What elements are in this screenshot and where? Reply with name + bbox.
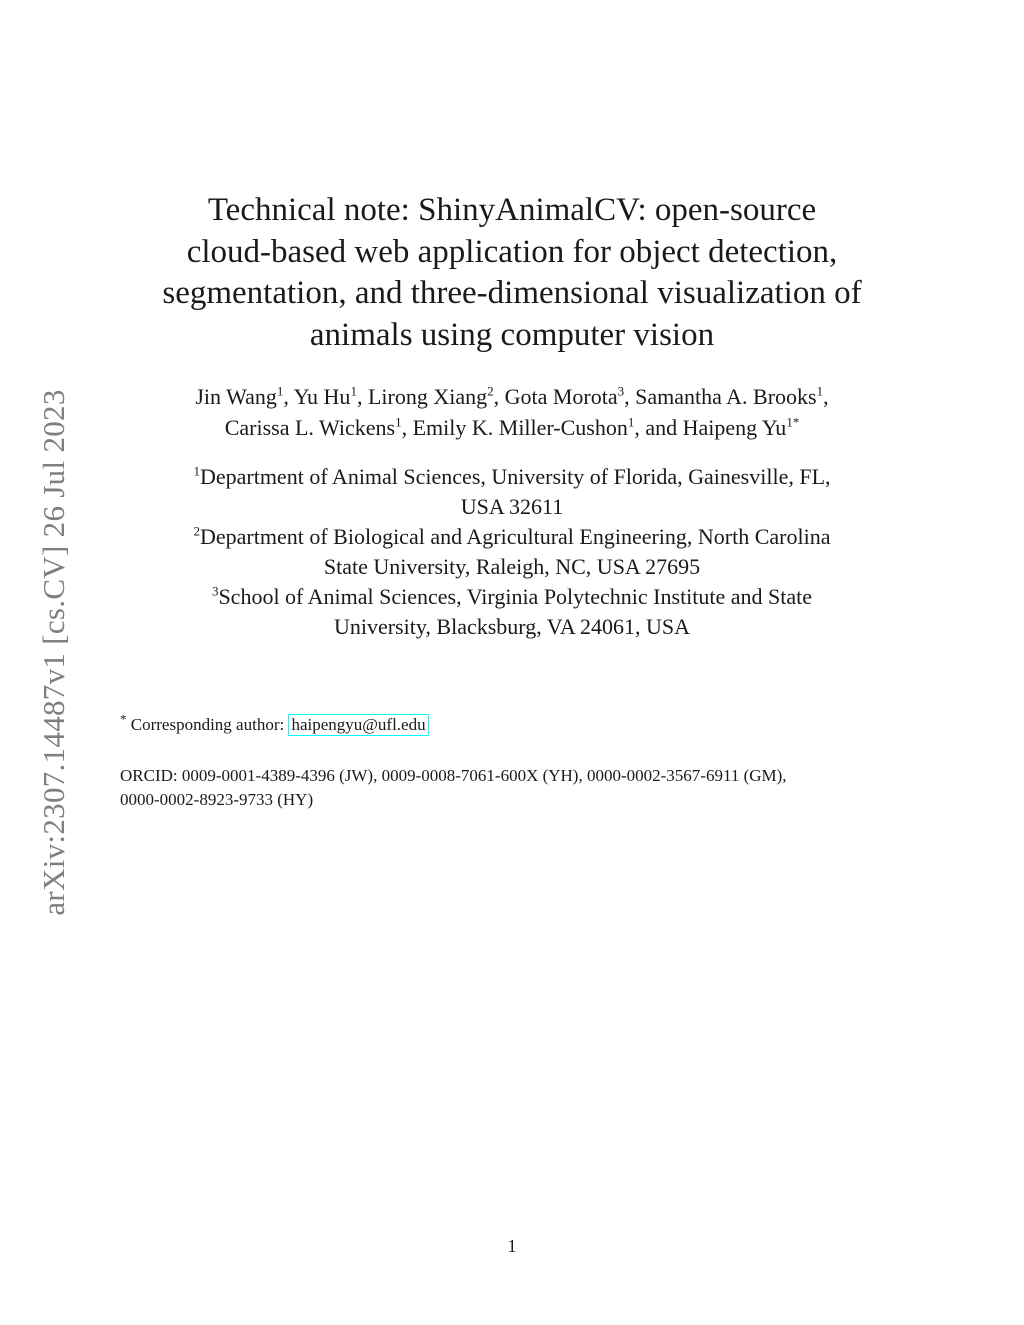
author-separator: , <box>624 384 636 409</box>
affiliation-line <box>112 462 912 492</box>
corresponding-label: Corresponding author: <box>126 715 289 734</box>
affiliation-text: Department of Animal Sciences, University of Florida, Gainesville, FL, <box>199 464 831 489</box>
arxiv-stamp-text: arXiv:2307.14487v1 [cs.CV] 26 Jul 2023 <box>36 389 71 916</box>
title-line: animals using computer vision <box>309 316 715 353</box>
affiliation-text: Department of Biological and Agricultural Engineering, North Carolina <box>200 524 831 549</box>
affiliation-line: USA 32611 <box>460 494 564 519</box>
title-line: segmentation, and three-dimensional visualization of <box>162 275 862 311</box>
author-affiliation-marker: 1 <box>816 383 824 399</box>
author-separator: , <box>283 384 294 409</box>
author-affiliation-marker: 2 <box>487 383 494 399</box>
title-line: Technical note: ShinyAnimalCV: open-source <box>207 192 817 228</box>
author-name: Haipeng Yu <box>682 415 787 440</box>
orcid-line: 0000-0002-8923-9733 (HY) <box>120 790 314 809</box>
title-line: cloud-based web application for object detection, <box>186 233 838 270</box>
affiliation-text: School of Animal Sciences, Virginia Polytechnic Institute and State <box>218 584 813 609</box>
author-affiliation-marker: 1 <box>395 414 402 430</box>
orcid-line: ORCID: 0009-0001-4389-4396 (JW), 0009-0008-7061-600X (YH), 0000-0002-3567-6911 (GM), <box>120 766 787 785</box>
author-affiliation-marker: 1 <box>276 383 284 399</box>
author-separator: , <box>493 384 505 409</box>
author-name: Yu Hu <box>293 384 351 409</box>
affiliation-line <box>112 522 912 552</box>
author-name: Samantha A. Brooks <box>635 384 817 409</box>
author-list <box>112 381 912 443</box>
author-name: Emily K. Miller-Cushon <box>412 415 628 440</box>
page-number: 1 <box>507 1236 517 1256</box>
corresponding-marker: * <box>120 711 127 727</box>
affiliation-marker: 1 <box>193 463 200 479</box>
affiliation-marker: 3 <box>211 583 219 599</box>
author-line <box>112 412 912 443</box>
author-affiliation-marker: 3 <box>617 383 625 399</box>
author-name: Carissa L. Wickens <box>224 415 396 440</box>
author-separator: , <box>401 415 413 440</box>
arxiv-stamp <box>22 365 86 940</box>
affiliation-list <box>112 462 912 642</box>
corresponding-email-link[interactable]: haipengyu@ufl.edu <box>288 714 428 736</box>
affiliation-marker: 2 <box>193 523 200 539</box>
author-name: Lirong Xiang <box>367 384 488 409</box>
affiliation-line <box>112 582 912 612</box>
author-affiliation-marker: 1 <box>627 414 635 430</box>
orcid-list <box>120 764 920 812</box>
affiliation-line: State University, Raleigh, NC, USA 27695 <box>323 554 701 579</box>
author-name: Jin Wang <box>195 384 277 409</box>
author-affiliation-marker: 1* <box>786 414 800 430</box>
corresponding-author-note <box>120 713 429 737</box>
author-separator: , and <box>634 415 683 440</box>
affiliation-line: University, Blacksburg, VA 24061, USA <box>333 614 691 639</box>
author-affiliation-marker: 1 <box>350 383 357 399</box>
author-line <box>112 381 912 412</box>
author-separator: , <box>823 384 829 409</box>
author-name: Gota Morota <box>504 384 618 409</box>
paper-title <box>112 190 912 356</box>
author-separator: , <box>356 384 368 409</box>
